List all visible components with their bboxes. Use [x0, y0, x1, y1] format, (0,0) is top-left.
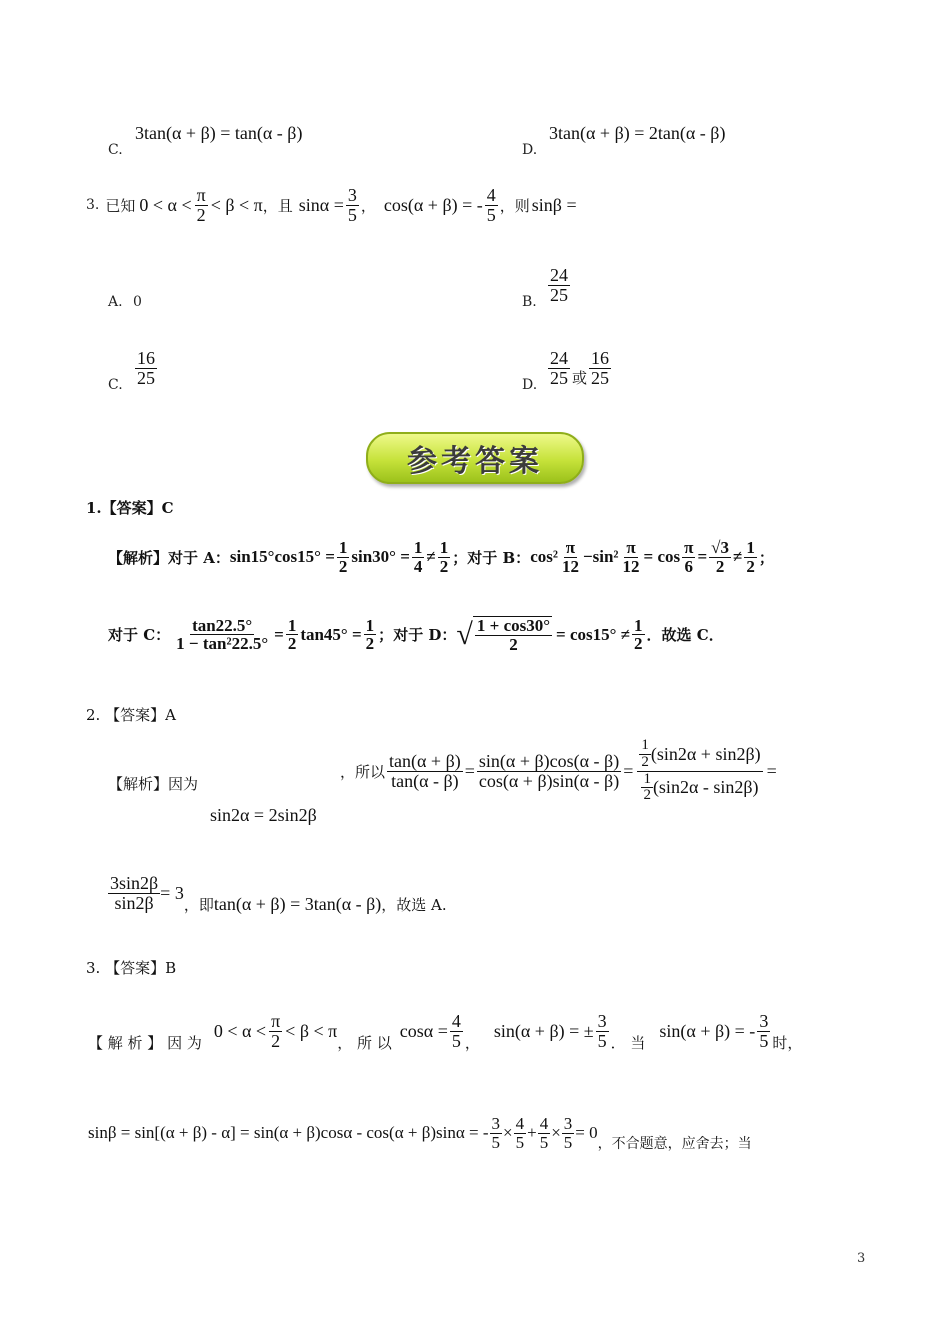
plus: +	[527, 1123, 537, 1142]
three-fifths-2	[757, 1012, 770, 1051]
for-a: 对于 A：	[168, 548, 230, 567]
equals-2: =	[623, 760, 634, 781]
one-half-3	[632, 617, 645, 654]
three-fifths	[490, 1115, 503, 1152]
separator: ；	[452, 548, 468, 567]
discard-text: ，不合题意，应舍去；当	[597, 1136, 752, 1152]
separator-2: ；	[758, 548, 774, 567]
comma: ，	[360, 196, 376, 215]
frac-den: 12	[622, 556, 640, 576]
pi-over-6	[682, 539, 695, 576]
sqrt3-over-2	[709, 539, 731, 576]
one-half	[286, 617, 299, 654]
frac-num: √3	[711, 538, 729, 557]
frac-den: 5	[451, 1031, 461, 1051]
three-fifths	[346, 186, 359, 225]
sqrt-expression	[456, 616, 552, 654]
neq: ≠	[426, 547, 436, 567]
frac-den: 5	[486, 204, 496, 225]
frac-den: 2	[338, 556, 348, 576]
four-fifths	[485, 186, 498, 225]
frac-num: 24	[550, 348, 568, 369]
answers-section-badge	[366, 432, 584, 484]
option-c-expr: 3tan(α + β) = tan(α - β)	[135, 123, 303, 143]
cos15: = cos15° ≠	[556, 624, 631, 644]
frac-num: 1 + cos30°	[476, 616, 551, 635]
times-2: ×	[551, 1123, 561, 1142]
given-equation: sin2α = 2sin2β	[210, 805, 317, 825]
sin-alpha: sinα =	[298, 194, 344, 215]
frac-num: 1	[338, 538, 348, 557]
frac-num: 16	[591, 348, 610, 369]
inner-half	[639, 738, 651, 771]
frac-num: π	[684, 538, 694, 557]
answer-3-header: 3. 【答案】B	[86, 959, 177, 977]
pi-over-2	[195, 186, 208, 225]
sin2-ratio	[108, 874, 160, 913]
frac-num: 4	[451, 1011, 461, 1032]
frac-den: sin2β	[114, 893, 154, 913]
frac-num: 3	[491, 1113, 501, 1133]
option-b-fraction	[548, 266, 570, 305]
answer-1-line-1	[108, 539, 774, 576]
minus-sin-squared: −sin²	[582, 547, 619, 567]
frac-den: 2	[509, 634, 518, 654]
frac-den: 4	[413, 556, 423, 576]
option-c-label: C.	[108, 377, 123, 393]
frac-num: 1	[287, 615, 297, 635]
frac-den: 1 − tan²22.5°	[176, 634, 269, 654]
frac-den: 2	[365, 634, 375, 654]
choose-text: ，故选 A.	[381, 896, 447, 914]
frac-num: tan22.5°	[192, 615, 253, 635]
answer-2-line-2	[108, 872, 447, 915]
equals-3: =	[766, 760, 777, 781]
question-number: 3.	[86, 197, 100, 214]
radical-sign: √	[456, 617, 473, 651]
frac-den: 5	[563, 1132, 573, 1152]
four-fifths	[450, 1012, 463, 1051]
denominator-tail: (sin2α - sin2β)	[652, 777, 759, 798]
one-half	[337, 539, 350, 576]
equals: =	[464, 760, 475, 781]
option-d-label: D.	[522, 142, 538, 158]
separator: ；	[378, 626, 394, 645]
cos-alpha-beta: cos(α + β) = -	[383, 194, 483, 215]
frac-den: 2	[439, 556, 449, 576]
option-c-label: C.	[108, 142, 123, 158]
pi-over-12-2	[621, 539, 642, 576]
frac-num: 3	[759, 1011, 769, 1032]
frac-num: π	[271, 1011, 281, 1032]
frac-num: 4	[515, 1113, 525, 1133]
time-text: 时，	[772, 1034, 803, 1052]
frac-num: 3	[563, 1113, 573, 1133]
frac-den: cos(α + β)sin(α - β)	[478, 770, 620, 791]
frac-num: 24	[550, 265, 568, 285]
frac-den: 2	[746, 556, 755, 576]
frac-num: 1	[643, 770, 651, 787]
for-c: 对于 C：	[108, 626, 171, 645]
frac-den: 5	[515, 1132, 525, 1152]
tan-ratio	[387, 752, 463, 791]
frac-num: π	[565, 538, 576, 557]
frac-den: 25	[550, 368, 568, 388]
one-half-3	[744, 539, 757, 576]
fraction-24-25	[548, 349, 570, 388]
frac-den: 5	[539, 1132, 549, 1152]
frac-den: 2	[643, 787, 651, 804]
frac-num: π	[626, 538, 636, 557]
frac-den: 6	[684, 556, 694, 576]
section-title: 参考答案	[407, 444, 543, 479]
frac-num: 3	[347, 185, 357, 205]
sin-cos-ratio	[477, 752, 621, 791]
frac-den: 25	[550, 284, 568, 305]
or-text: 或	[572, 369, 588, 387]
frac-den: 5	[597, 1031, 607, 1051]
then-text: ，则	[499, 196, 530, 215]
sin-beta: sinβ =	[531, 194, 577, 215]
frac-num	[637, 738, 762, 772]
ie-text: ，即	[183, 896, 214, 914]
frac-den: 2	[287, 634, 297, 654]
sin-alpha-beta: sin(α + β) = ±	[493, 1021, 594, 1041]
three-fifths-2	[562, 1115, 575, 1152]
page-number: 3	[857, 1251, 866, 1266]
three-fifths	[596, 1012, 609, 1051]
four-fifths-2	[538, 1115, 551, 1152]
pi-over-2	[269, 1012, 282, 1051]
tan45: tan45° =	[300, 624, 362, 644]
comma: ，	[464, 1034, 480, 1052]
frac-den: 5	[759, 1031, 769, 1051]
frac-den: 25	[591, 368, 610, 388]
frac-den: 2	[641, 753, 649, 770]
cos-squared: cos²	[530, 547, 558, 567]
answer-1-header: 1.【答案】C	[86, 499, 174, 517]
frac-num: 1	[365, 615, 375, 635]
frac-den: 2	[196, 204, 206, 225]
sin-beta-expansion: sinβ = sin[(α + β) - α] = sin(α + β)cosα - cos(α + β)sinα = -	[88, 1123, 489, 1142]
one-half-2	[438, 539, 451, 576]
option-a-label: A.	[108, 294, 123, 310]
pi-over-12	[560, 539, 581, 576]
question-3	[86, 186, 577, 225]
known-text: 已知	[105, 196, 136, 215]
condition-left: 0 < α <	[139, 194, 192, 215]
one-quarter	[412, 539, 425, 576]
sqrt-fraction	[473, 616, 552, 654]
frac-den: 12	[561, 556, 579, 576]
half-sum-ratio	[637, 738, 762, 804]
option-d-expr: 3tan(α + β) = 2tan(α - β)	[549, 123, 726, 143]
option-d-value	[548, 349, 611, 388]
sin-alpha-beta-neg: sin(α + β) = -	[659, 1021, 756, 1041]
frac-num: 3sin2β	[110, 873, 159, 894]
frac-num: 1	[634, 615, 643, 635]
equals-zero: = 0	[575, 1123, 598, 1142]
so-text: ，所以	[340, 762, 386, 781]
tan-fraction	[174, 617, 270, 654]
condition-right: < β < π	[210, 194, 263, 215]
answer-3-line-1	[88, 1010, 802, 1053]
neq-2: ≠	[733, 547, 743, 567]
answer-1-line-2	[108, 616, 724, 654]
frac-num: 1	[413, 538, 423, 557]
times: ×	[503, 1123, 513, 1142]
frac-den: 2	[634, 634, 643, 654]
option-b-label: B.	[522, 294, 537, 310]
frac-num: 4	[486, 185, 496, 205]
frac-num: 4	[539, 1113, 549, 1133]
frac-num: 3	[597, 1011, 607, 1032]
answer-3-line-2	[88, 1113, 752, 1153]
sin30: sin30° =	[351, 547, 410, 567]
when-text: ． 当	[610, 1034, 646, 1052]
frac-den: 25	[137, 367, 155, 388]
equals: =	[697, 547, 708, 567]
answer-2-analysis: 【解析】因为	[108, 775, 199, 793]
frac-den: 5	[347, 204, 357, 225]
frac-num: 1	[746, 538, 755, 557]
analysis-label: 【解析】	[108, 548, 169, 567]
frac-num: sin(α + β)cos(α - β)	[478, 750, 620, 771]
frac-num: π	[196, 185, 206, 205]
option-d-label: D.	[522, 377, 538, 393]
for-d: 对于 D：	[393, 626, 457, 645]
answer-2-header: 2. 【答案】A	[86, 706, 176, 724]
frac-den: tan(α - β)	[391, 770, 459, 791]
frac-num: 1	[641, 737, 649, 753]
condition-left: 0 < α <	[213, 1021, 267, 1041]
one-half-2	[364, 617, 377, 654]
option-c-fraction	[135, 349, 157, 388]
inner-half-2	[641, 772, 653, 805]
equals-three: = 3	[160, 883, 184, 903]
frac-num: tan(α + β)	[389, 750, 461, 771]
conclusion: ．故选 C．	[646, 626, 724, 645]
option-a-value: 0	[133, 294, 142, 310]
frac-den	[639, 772, 760, 805]
frac-den: 2	[271, 1031, 281, 1051]
four-fifths	[514, 1115, 527, 1152]
eq-cos: = cos	[643, 547, 681, 567]
numerator-tail: (sin2α + sin2β)	[650, 743, 761, 764]
fraction-16-25	[589, 349, 611, 388]
analysis-label: 【 解 析 】 因 为	[88, 1034, 202, 1052]
frac-num: 1	[439, 538, 449, 557]
answer-2-line-1	[340, 738, 777, 804]
and-text: ，且	[262, 196, 293, 215]
frac-num: 16	[137, 348, 155, 368]
equals: =	[274, 624, 284, 644]
result-expression: tan(α + β) = 3tan(α - β)	[213, 894, 382, 914]
so-text: ， 所 以	[337, 1034, 392, 1052]
frac-den: 2	[715, 556, 725, 576]
condition-right: < β < π	[285, 1021, 338, 1041]
for-b: 对于 B：	[467, 548, 531, 567]
frac-den: 5	[491, 1132, 501, 1152]
cos-alpha: cosα =	[399, 1021, 448, 1041]
expr-a: sin15°cos15° =	[229, 547, 335, 567]
